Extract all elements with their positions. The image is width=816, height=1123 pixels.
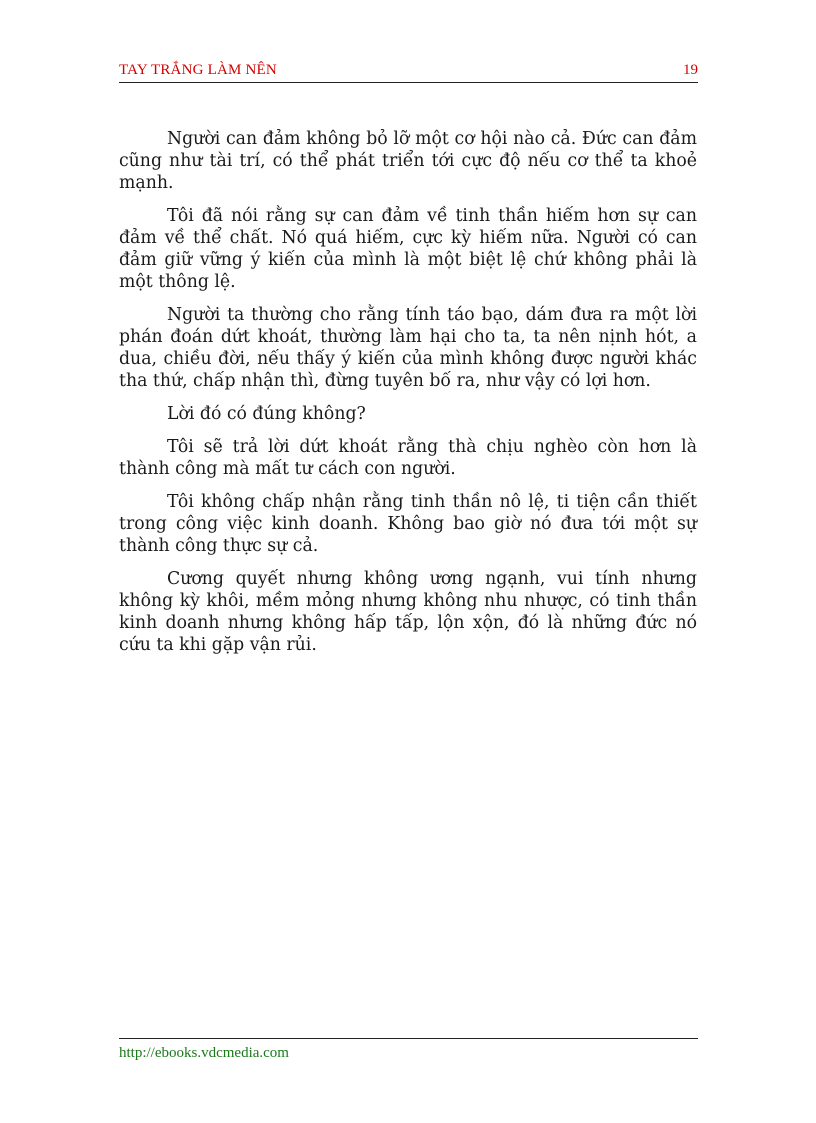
paragraph: Người ta thường cho rằng tính táo bạo, dám đưa ra một lời phán đoán dứt khoát, thường làm hại cho ta, ta nên nịnh hót, a dua, chiều đời, nếu thấy ý kiến của mình không được người khác tha thứ, chấp nhận thì, đừng tuyên bố ra, như vậy có lợi hơn. xyxy=(119,305,697,391)
page-header xyxy=(119,60,698,83)
page-number: 19 xyxy=(683,62,698,78)
footer-website-link[interactable]: http://ebooks.vdcmedia.com xyxy=(119,1045,289,1061)
paragraph: Lời đó có đúng không? xyxy=(167,404,366,424)
paragraph: Tôi đã nói rằng sự can đảm về tinh thần hiếm hơn sự can đảm về thể chất. Nó quá hiếm, cực kỳ hiếm nữa. Người có can đảm giữ vững ý kiến của mình là một biệt lệ chứ không phải là một thông lệ. xyxy=(119,206,697,292)
paragraph: Người can đảm không bỏ lỡ một cơ hội nào cả. Đức can đảm cũng như tài trí, có thể phát triển tới cực độ nếu cơ thể ta khoẻ mạnh. xyxy=(119,129,697,193)
book-title: TAY TRẮNG LÀM NÊN xyxy=(119,62,277,78)
paragraph: Tôi sẽ trả lời dứt khoát rằng thà chịu nghèo còn hơn là thành công mà mất tư cách con người. xyxy=(119,437,697,479)
footer-divider xyxy=(119,1038,698,1039)
paragraph: Cương quyết nhưng không ương ngạnh, vui tính nhưng không kỳ khôi, mềm mỏng nhưng không nhu nhược, có tinh thần kinh doanh nhưng không hấp tấp, lộn xộn, đó là những đức nó cứu ta khi gặp vận rủi. xyxy=(119,569,697,655)
paragraph: Tôi không chấp nhận rằng tinh thần nô lệ, ti tiện cần thiết trong công việc kinh doanh. Không bao giờ nó đưa tới một sự thành công thực sự cả. xyxy=(119,492,697,556)
page-body xyxy=(119,128,697,667)
